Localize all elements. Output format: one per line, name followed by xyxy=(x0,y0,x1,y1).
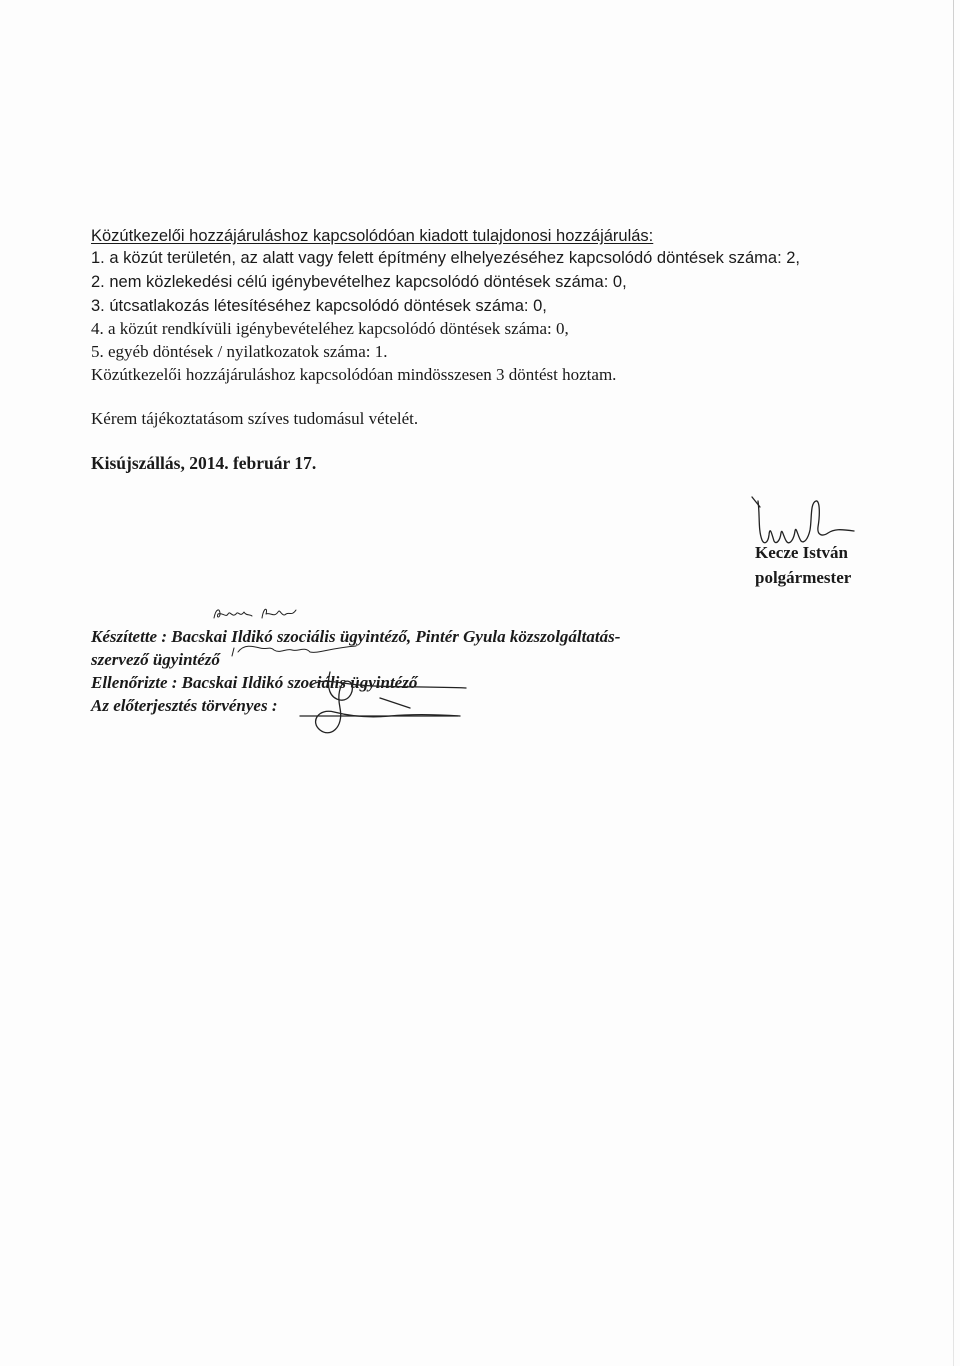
list-item: 5. egyéb döntések / nyilatkozatok száma: 1. xyxy=(91,342,388,361)
initials-scribble xyxy=(230,640,360,662)
request-text: Kérem tájékoztatásom szíves tudomásul vételét. xyxy=(91,409,419,428)
checked-by: Ellenőrizte : Bacskai Ildikó szociális ügyintéző xyxy=(91,673,418,692)
prepared-by-cont: szervező ügyintéző xyxy=(91,650,220,669)
signatory-title: polgármester xyxy=(755,568,852,587)
scan-edge xyxy=(953,0,954,1366)
list-item: 4. a közút rendkívüli igénybevételéhez kapcsolódó döntések száma: 0, xyxy=(91,319,569,338)
prepared-by: Készítette : Bacskai Ildikó szociális ügyintéző, Pintér Gyula közszolgáltatás- xyxy=(91,627,621,646)
signatory-name: Kecze István xyxy=(755,543,849,562)
list-item: 2. nem közlekedési célú igénybevételhez kapcsolódó döntések száma: 0, xyxy=(91,273,627,291)
checker-signature xyxy=(290,668,470,748)
section-title: Közútkezelői hozzájáruláshoz kapcsolódóan kiadott tulajdonosi hozzájárulás: xyxy=(91,227,654,245)
legal-statement: Az előterjesztés törvényes : xyxy=(91,696,278,715)
summary-text: Közútkezelői hozzájáruláshoz kapcsolódóan mindösszesen 3 döntést hoztam. xyxy=(91,365,617,384)
handwritten-initials xyxy=(210,604,300,624)
place-date: Kisújszállás, 2014. február 17. xyxy=(91,453,317,473)
list-item: 1. a közút területén, az alatt vagy felett építmény elhelyezéséhez kapcsolódó döntések száma: 2, xyxy=(91,249,801,267)
list-item: 3. útcsatlakozás létesítéséhez kapcsolódó döntések száma: 0, xyxy=(91,297,547,315)
